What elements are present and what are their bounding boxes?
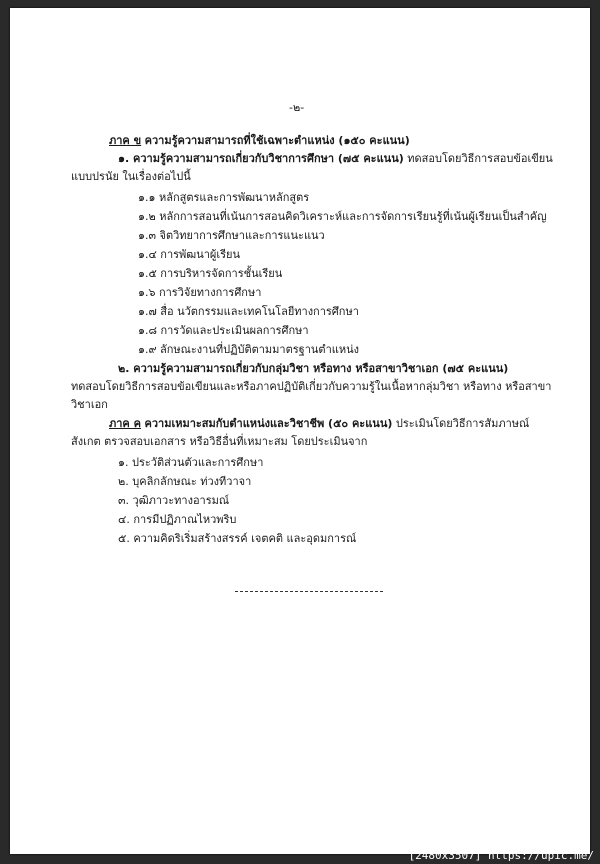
page-number: -๒- (289, 101, 305, 114)
part-c-header (109, 417, 529, 431)
part-c-item: ๔. การมีปฏิภาณไหวพริบ (118, 513, 237, 526)
section2-line1: ทดสอบโดยวิธีการสอบข้อเขียนและหรือภาคปฏิบัติเกี่ยวกับความรู้ในเนื้อหากลุ่มวิชา หรือทาง หรือสาขา (71, 380, 552, 393)
part-c-intro-line2: สังเกต ตรวจสอบเอกสาร หรือวิธีอื่นที่เหมาะสม โดยประเมินจาก (71, 435, 368, 448)
section2-heading: ๒. ความรู้ความสามารถเกี่ยวกับกลุ่มวิชา หรือทาง หรือสาขาวิชาเอก (๗๕ คะแนน) (118, 362, 509, 375)
section1-heading-line (118, 152, 553, 166)
part-c-item: ๒. บุคลิกลักษณะ ท่วงทีวาจา (118, 475, 252, 488)
section2-line2: วิชาเอก (71, 398, 108, 411)
section1-intro-line2: แบบปรนัย ในเรื่องต่อไปนี้ (71, 170, 191, 183)
part-c-item: ๓. วุฒิภาวะทางอารมณ์ (118, 494, 230, 507)
section1-item: ๑.๓ จิตวิทยาการศึกษาและการแนะแนว (138, 229, 325, 242)
section1-item: ๑.๒ หลักการสอนที่เน้นการสอนคิดวิเคราะห์และการจัดการเรียนรู้ที่เน้นผู้เรียนเป็นสำคัญ (138, 210, 547, 223)
section1-item: ๑.๔ การพัฒนาผู้เรียน (138, 248, 241, 261)
section1-item: ๑.๑ หลักสูตรและการพัฒนาหลักสูตร (138, 191, 310, 204)
part-c-item: ๕. ความคิดริเริ่มสร้างสรรค์ เจตคติ และอุดมการณ์ (118, 532, 357, 545)
part-c-label: ภาค ค (109, 417, 141, 430)
section1-item: ๑.๙ ลักษณะงานที่ปฏิบัติตามมาตรฐานตำแหน่ง (138, 343, 359, 356)
section1-heading: ๑. ความรู้ความสามารถเกี่ยวกับวิชาการศึกษา (๗๕ คะแนน) (118, 152, 404, 165)
watermark: [2480x3507] https://upic.me/ (408, 849, 594, 862)
part-b-label: ภาค ข (109, 134, 142, 147)
part-c-intro-tail: ประเมินโดยวิธีการสัมภาษณ์ (395, 417, 530, 430)
section1-item: ๑.๕ การบริหารจัดการชั้นเรียน (138, 267, 283, 280)
section1-intro-tail: ทดสอบโดยวิธีการสอบข้อเขียน (407, 152, 553, 165)
end-divider (235, 591, 383, 592)
part-b-title: ความรู้ความสามารถที่ใช้เฉพาะตำแหน่ง (๑๕๐ คะแนน) (144, 134, 410, 147)
section1-item: ๑.๖ การวิจัยทางการศึกษา (138, 286, 262, 299)
document-page (10, 8, 590, 854)
part-c-item: ๑. ประวัติส่วนตัวและการศึกษา (118, 456, 264, 469)
part-c-title: ความเหมาะสมกับตำแหน่งและวิชาชีพ (๕๐ คะแนน) (144, 417, 393, 430)
section1-item: ๑.๘ การวัดและประเมินผลการศึกษา (138, 324, 309, 337)
section1-item: ๑.๗ สื่อ นวัตกรรมและเทคโนโลยีทางการศึกษา (138, 305, 359, 318)
part-b-header (109, 134, 410, 148)
